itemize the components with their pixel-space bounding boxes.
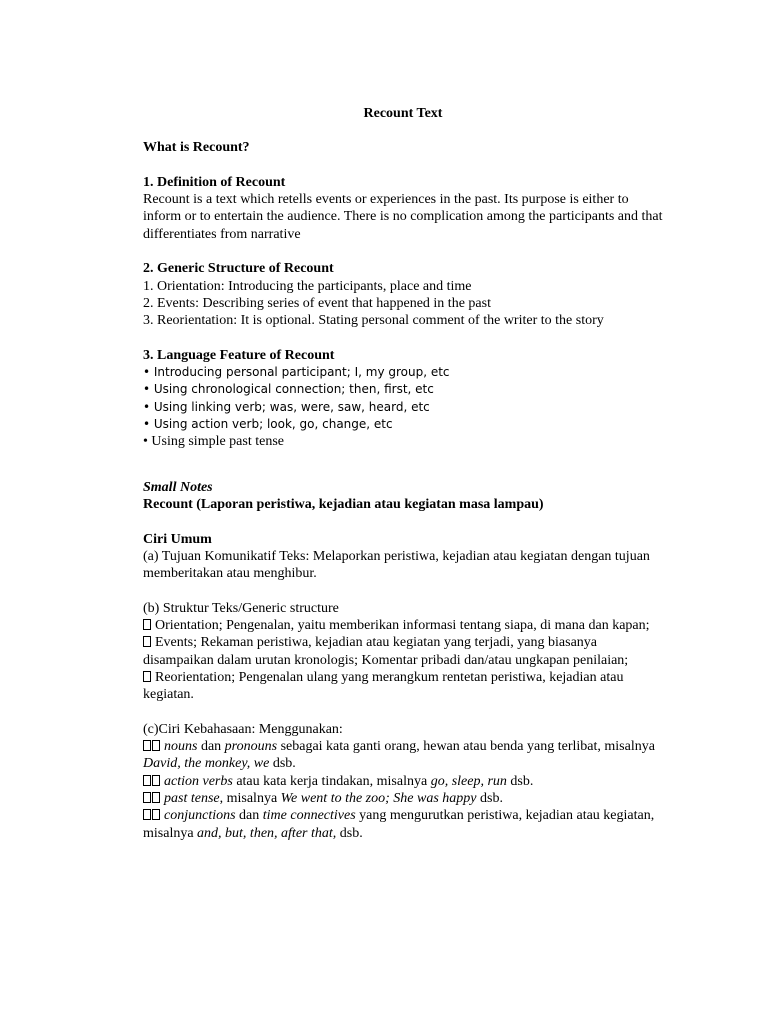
checkbox-icon: [143, 671, 151, 682]
document-page: [143, 105, 663, 842]
section3-bullet: • Using linking verb; was, were, saw, heard, etc: [143, 399, 430, 414]
ciri-b-item: Reorientation; Pengenalan ulang yang merangkum rentetan peristiwa, kejadian atau kegiatan.: [143, 669, 624, 703]
checkbox-icon: [143, 792, 151, 803]
section3-bullet: • Introducing personal participant; I, my group, etc: [143, 365, 450, 380]
ciri-b-heading: (b) Struktur Teks/Generic structure: [143, 600, 339, 616]
section3-bullet: • Using simple past tense: [143, 434, 284, 450]
ciri-c-item: nouns dan pronouns sebagai kata ganti orang, hewan atau benda yang terlibat, misalnya David, the monkey, we dsb.: [143, 739, 655, 772]
question-heading: What is Recount?: [143, 140, 250, 156]
ciri-b-item: Orientation; Pengenalan, yaitu memberikan informasi tentang siapa, di mana dan kapan;: [143, 617, 663, 634]
ciri-c-item: conjunctions dan time connectives yang mengurutkan peristiwa, kejadian atau kegiatan, misalnya and, but, then, after that, dsb.: [143, 808, 655, 841]
checkbox-icon: [143, 740, 151, 751]
checkbox-icon: [143, 619, 151, 630]
ciri-b-item: Events; Rekaman peristiwa, kejadian atau kegiatan yang terjadi, yang biasanya disampaikan dalam urutan kronologis; Komentar pribadi dan/atau ungkapan penilaian;: [143, 635, 629, 668]
ciri-umum-heading: Ciri Umum: [143, 531, 212, 547]
document-title: Recount Text: [363, 106, 443, 121]
section3-bullet: • Using action verb; look, go, change, etc: [143, 417, 393, 432]
notes-heading: Recount (Laporan peristiwa, kejadian atau kegiatan masa lampau): [143, 496, 544, 512]
ciri-c-item: action verbs atau kata kerja tindakan, misalnya go, sleep, run dsb.: [143, 773, 663, 790]
section3-bullet: • Using chronological connection; then, first, etc: [143, 382, 434, 397]
checkbox-icon: [152, 775, 160, 786]
checkbox-icon: [152, 740, 160, 751]
section1-heading: 1. Definition of Recount: [143, 174, 286, 190]
section2-item: 3. Reorientation: It is optional. Stating personal comment of the writer to the story: [143, 313, 604, 329]
ciri-a-text: (a) Tujuan Komunikatif Teks: Melaporkan peristiwa, kejadian atau kegiatan dengan tujuan memberitakan atau menghibur.: [143, 548, 650, 582]
section3-heading: 3. Language Feature of Recount: [143, 347, 335, 363]
ciri-c-item: past tense, misalnya We went to the zoo; She was happy dsb.: [143, 790, 663, 807]
section2-item: 1. Orientation: Introducing the participants, place and time: [143, 278, 472, 294]
section2-heading: 2. Generic Structure of Recount: [143, 261, 334, 277]
section2-item: 2. Events: Describing series of event that happened in the past: [143, 295, 491, 311]
checkbox-icon: [152, 809, 160, 820]
checkbox-icon: [143, 775, 151, 786]
checkbox-icon: [143, 809, 151, 820]
checkbox-icon: [143, 636, 151, 647]
ciri-c-heading: (c)Ciri Kebahasaan: Menggunakan:: [143, 721, 343, 737]
checkbox-icon: [152, 792, 160, 803]
small-notes-label: Small Notes: [143, 479, 213, 495]
section1-text: Recount is a text which retells events or experiences in the past. Its purpose is either to inform or to entertain the audience. There is no complication among the participants and that differentiates from narrative: [143, 192, 663, 242]
